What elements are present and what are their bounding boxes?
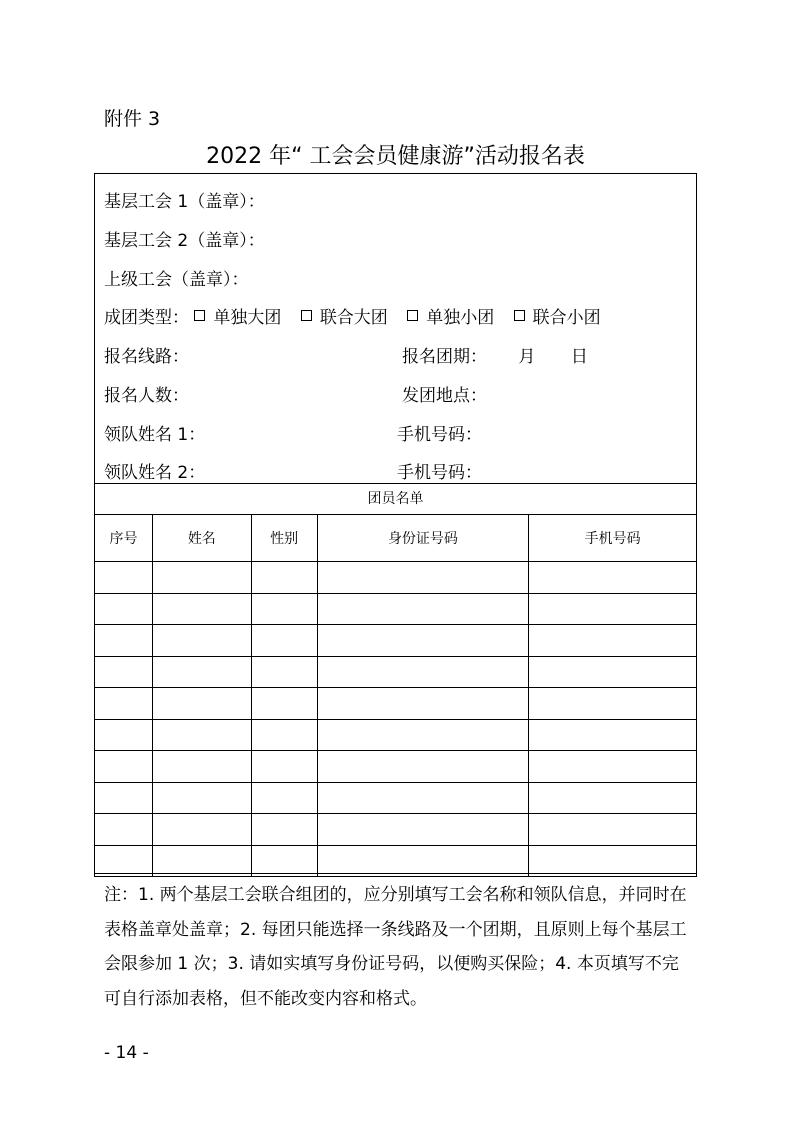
table-cell[interactable] bbox=[529, 593, 697, 625]
group-type-row bbox=[104, 303, 601, 328]
table-cell[interactable] bbox=[152, 593, 251, 625]
table-cell[interactable] bbox=[95, 845, 153, 877]
table-cell[interactable] bbox=[95, 593, 153, 625]
roster-table bbox=[94, 514, 697, 877]
table-cell[interactable] bbox=[152, 719, 251, 751]
table-row bbox=[95, 814, 697, 846]
table-cell[interactable] bbox=[95, 719, 153, 751]
group-type-option-1[interactable]: 单独大团 bbox=[194, 308, 281, 328]
upper-union-field[interactable]: 上级工会（盖章）： bbox=[104, 270, 249, 290]
phone2-field[interactable]: 手机号码： bbox=[397, 463, 482, 483]
roster-body bbox=[95, 562, 697, 877]
table-cell[interactable] bbox=[251, 751, 317, 783]
table-cell[interactable] bbox=[317, 845, 529, 877]
table-cell[interactable] bbox=[529, 562, 697, 594]
table-cell[interactable] bbox=[152, 814, 251, 846]
phone1-field[interactable]: 手机号码： bbox=[397, 425, 482, 445]
day-label: 日 bbox=[570, 347, 588, 367]
table-cell[interactable] bbox=[251, 625, 317, 657]
group-date-field[interactable] bbox=[402, 342, 588, 367]
group-type-label: 成团类型： bbox=[104, 308, 189, 328]
union1-field[interactable]: 基层工会 1（盖章）： bbox=[104, 192, 265, 212]
table-cell[interactable] bbox=[251, 562, 317, 594]
table-cell[interactable] bbox=[152, 845, 251, 877]
table-cell[interactable] bbox=[152, 625, 251, 657]
table-cell[interactable] bbox=[251, 719, 317, 751]
table-cell[interactable] bbox=[529, 814, 697, 846]
roster-title: 团员名单 bbox=[367, 491, 424, 507]
departure-field[interactable]: 发团地点： bbox=[402, 386, 487, 406]
attachment-label: 附件 3 bbox=[104, 108, 161, 130]
col-header-gender: 性别 bbox=[251, 515, 317, 562]
table-cell[interactable] bbox=[152, 782, 251, 814]
route-field[interactable]: 报名线路： bbox=[104, 347, 189, 367]
table-cell[interactable] bbox=[529, 625, 697, 657]
headcount-field[interactable]: 报名人数： bbox=[104, 386, 189, 406]
table-cell[interactable] bbox=[317, 814, 529, 846]
form-title: 2022 年“ 工会会员健康游”活动报名表 bbox=[206, 144, 585, 169]
table-cell[interactable] bbox=[152, 656, 251, 688]
table-cell[interactable] bbox=[95, 656, 153, 688]
checkbox-icon[interactable] bbox=[301, 310, 312, 321]
col-header-id-number: 身份证号码 bbox=[317, 515, 529, 562]
table-cell[interactable] bbox=[317, 782, 529, 814]
page-number: - 14 - bbox=[104, 1043, 149, 1063]
leader1-field[interactable]: 领队姓名 1： bbox=[104, 425, 206, 445]
table-cell[interactable] bbox=[317, 625, 529, 657]
table-cell[interactable] bbox=[95, 688, 153, 720]
group-type-option-4[interactable]: 联合小团 bbox=[514, 308, 601, 328]
table-row bbox=[95, 593, 697, 625]
checkbox-icon[interactable] bbox=[514, 310, 525, 321]
table-cell[interactable] bbox=[251, 845, 317, 877]
table-cell[interactable] bbox=[152, 688, 251, 720]
table-cell[interactable] bbox=[95, 814, 153, 846]
group-type-option-2[interactable]: 联合大团 bbox=[301, 308, 388, 328]
table-cell[interactable] bbox=[251, 814, 317, 846]
table-cell[interactable] bbox=[529, 845, 697, 877]
table-cell[interactable] bbox=[251, 782, 317, 814]
table-row bbox=[95, 845, 697, 877]
table-cell[interactable] bbox=[251, 688, 317, 720]
table-cell[interactable] bbox=[95, 782, 153, 814]
union2-field[interactable]: 基层工会 2（盖章）： bbox=[104, 231, 265, 251]
col-header-name: 姓名 bbox=[152, 515, 251, 562]
table-cell[interactable] bbox=[529, 688, 697, 720]
table-row bbox=[95, 751, 697, 783]
col-header-number: 序号 bbox=[95, 515, 153, 562]
table-cell[interactable] bbox=[251, 593, 317, 625]
table-cell[interactable] bbox=[317, 751, 529, 783]
table-cell[interactable] bbox=[152, 751, 251, 783]
month-label: 月 bbox=[518, 347, 536, 367]
leader2-field[interactable]: 领队姓名 2： bbox=[104, 463, 206, 483]
table-cell[interactable] bbox=[529, 656, 697, 688]
table-cell[interactable] bbox=[317, 688, 529, 720]
table-cell[interactable] bbox=[317, 656, 529, 688]
table-row bbox=[95, 782, 697, 814]
table-cell[interactable] bbox=[317, 719, 529, 751]
table-cell[interactable] bbox=[317, 593, 529, 625]
table-row bbox=[95, 719, 697, 751]
table-row bbox=[95, 688, 697, 720]
table-cell[interactable] bbox=[95, 625, 153, 657]
col-header-phone: 手机号码 bbox=[529, 515, 697, 562]
table-cell[interactable] bbox=[529, 751, 697, 783]
group-date-label: 报名团期： bbox=[402, 347, 487, 367]
table-cell[interactable] bbox=[152, 562, 251, 594]
checkbox-icon[interactable] bbox=[194, 310, 205, 321]
group-type-option-3[interactable]: 单独小团 bbox=[407, 308, 494, 328]
roster-header-row bbox=[95, 515, 697, 562]
table-cell[interactable] bbox=[529, 719, 697, 751]
table-cell[interactable] bbox=[251, 656, 317, 688]
registration-form bbox=[94, 173, 697, 874]
footnote: 注：1. 两个基层工会联合组团的，应分别填写工会名称和领队信息，并同时在表格盖章处盖章；2. 每团只能选择一条线路及一个团期，且原则上每个基层工会限参加 1 次；3. 请如实填写身份证号码，以便购买保险；4. 本页填写不完可自行添加表格，但不能改变内容和格式。 bbox=[104, 885, 687, 1009]
table-cell[interactable] bbox=[529, 782, 697, 814]
table-row bbox=[95, 562, 697, 594]
table-cell[interactable] bbox=[317, 562, 529, 594]
table-row bbox=[95, 656, 697, 688]
table-row bbox=[95, 625, 697, 657]
table-cell[interactable] bbox=[95, 751, 153, 783]
table-cell[interactable] bbox=[95, 562, 153, 594]
checkbox-icon[interactable] bbox=[407, 310, 418, 321]
